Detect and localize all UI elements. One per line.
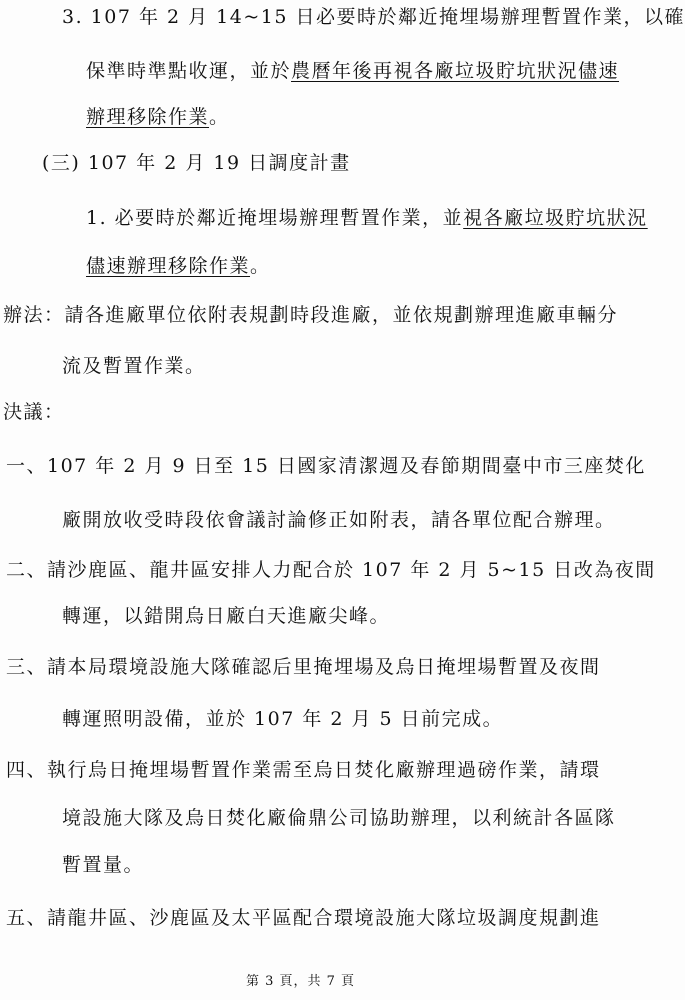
text-line: 一、107 年 2 月 9 日至 15 日國家清潔週及春節期間臺中市三座焚化 — [6, 455, 646, 477]
text-line: 辦理移除作業。 — [86, 106, 230, 128]
text-line: 保準時準點收運，並於農曆年後再視各廠垃圾貯坑狀況儘速 — [86, 60, 620, 82]
text-line: 境設施大隊及烏日焚化廠倫鼎公司協助辦理，以利統計各區隊 — [62, 807, 616, 829]
text-line: 轉運，以錯開烏日廠白天進廠尖峰。 — [62, 605, 391, 627]
page-number: 第 3 頁，共 7 頁 — [245, 974, 356, 989]
text-line: 廠開放收受時段依會議討論修正如附表，請各單位配合辦理。 — [62, 509, 616, 531]
text-line: 儘速辦理移除作業。 — [86, 255, 271, 277]
text-line: 二、請沙鹿區、龍井區安排人力配合於 107 年 2 月 5~15 日改為夜間 — [6, 559, 656, 581]
text-line: 流及暫置作業。 — [62, 355, 206, 377]
text-line: 1. 必要時於鄰近掩埋場辦理暫置作業，並視各廠垃圾貯坑狀況 — [86, 207, 648, 229]
text-line: 辦法：請各進廠單位依附表規劃時段進廠，並依規劃辦理進廠車輛分 — [3, 304, 619, 326]
section-heading: (三) 107 年 2 月 19 日調度計畫 — [42, 152, 351, 174]
text-line: 四、執行烏日掩埋場暫置作業需至烏日焚化廠辦理過磅作業，請環 — [6, 759, 601, 781]
text-line: 五、請龍井區、沙鹿區及太平區配合環境設施大隊垃圾調度規劃進 — [6, 907, 601, 929]
text-line: 暫置量。 — [62, 854, 145, 876]
section-heading: 決議： — [3, 401, 65, 423]
text-line: 三、請本局環境設施大隊確認后里掩埋場及烏日掩埋場暫置及夜間 — [6, 656, 601, 678]
text-line: 轉運照明設備，並於 107 年 2 月 5 日前完成。 — [62, 708, 504, 730]
text-line: 3. 107 年 2 月 14~15 日必要時於鄰近掩埋場辦理暫置作業，以確 — [62, 6, 685, 28]
